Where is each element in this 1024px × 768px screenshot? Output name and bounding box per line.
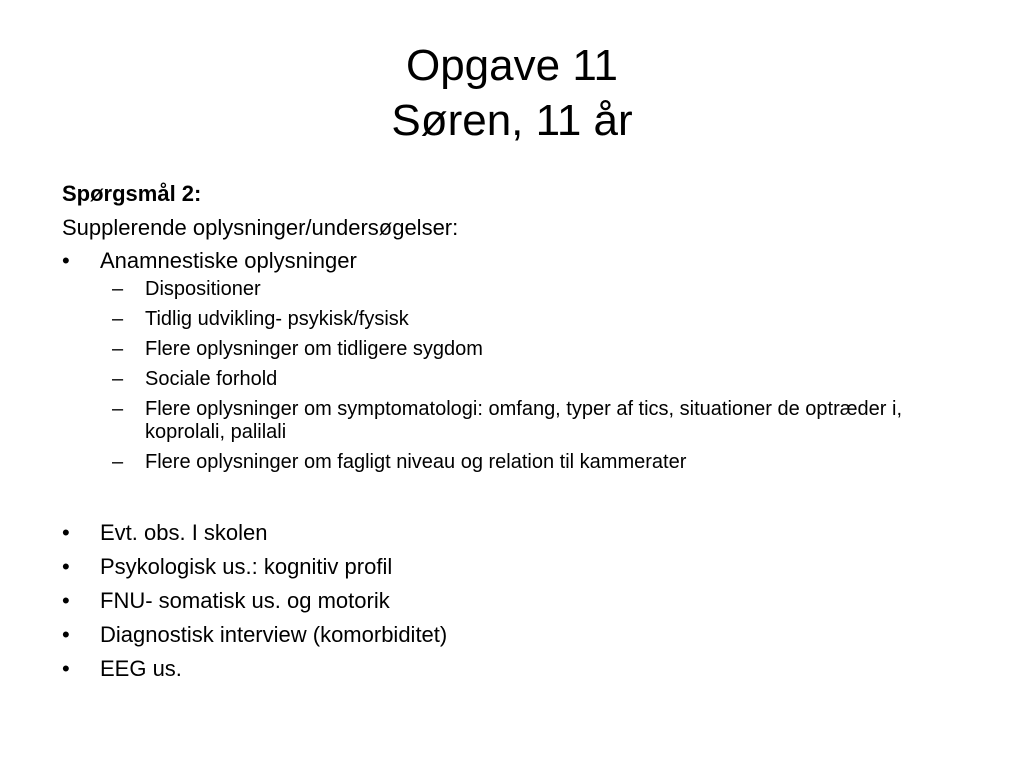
bullet-text: FNU- somatisk us. og motorik [100, 588, 390, 613]
slide-title [0, 38, 1024, 148]
bullet-item [62, 618, 982, 652]
bullet-item [62, 244, 982, 278]
bullet-text: Evt. obs. I skolen [100, 520, 268, 545]
bullet-item [62, 584, 982, 618]
dash-icon: – [112, 278, 124, 300]
bullet-text: Diagnostisk interview (komorbiditet) [100, 622, 448, 647]
sub-item-text: Sociale forhold [145, 368, 278, 390]
dash-icon: – [112, 398, 124, 420]
sub-list [62, 278, 982, 474]
sub-item-text: Flere oplysninger om fagligt niveau og relation til kammerater [145, 451, 687, 473]
sub-item [62, 308, 982, 331]
sub-item-text: Flere oplysninger om tidligere sygdom [145, 338, 483, 360]
bullet-text: Psykologisk us.: kognitiv profil [100, 554, 393, 579]
sub-item [62, 338, 982, 361]
bullet-icon: • [62, 248, 70, 273]
dash-icon: – [112, 451, 124, 473]
slide-body [62, 178, 982, 686]
sub-item [62, 451, 982, 474]
sub-item [62, 278, 982, 301]
dash-icon: – [112, 308, 124, 330]
dash-icon: – [112, 338, 124, 360]
dash-icon: – [112, 368, 124, 390]
bullet-text: EEG us. [100, 656, 182, 681]
bullet-item [62, 550, 982, 584]
sub-item-text: Flere oplysninger om symptomatologi: omfang, typer af tics, situationer de optræder i, koprolali, palilali [145, 398, 903, 443]
title-line-1: Opgave 11 [405, 41, 618, 90]
sub-item-text: Dispositioner [145, 278, 261, 300]
spacer [62, 481, 982, 516]
bullet-icon: • [62, 588, 70, 613]
sub-item [62, 368, 982, 391]
title-line-2: Søren, 11 år [391, 96, 633, 145]
intro-text: Supplerende oplysninger/undersøgelser: [62, 215, 459, 240]
bullet-icon: • [62, 554, 70, 579]
question-heading: Spørgsmål 2: [62, 181, 202, 206]
bullet-text: Anamnestiske oplysninger [100, 248, 357, 273]
bullet-icon: • [62, 520, 70, 545]
bullet-item [62, 652, 982, 686]
sub-item [62, 398, 982, 444]
bullet-item [62, 516, 982, 550]
sub-item-text: Tidlig udvikling- psykisk/fysisk [145, 308, 409, 330]
bullet-icon: • [62, 622, 70, 647]
bullet-icon: • [62, 656, 70, 681]
